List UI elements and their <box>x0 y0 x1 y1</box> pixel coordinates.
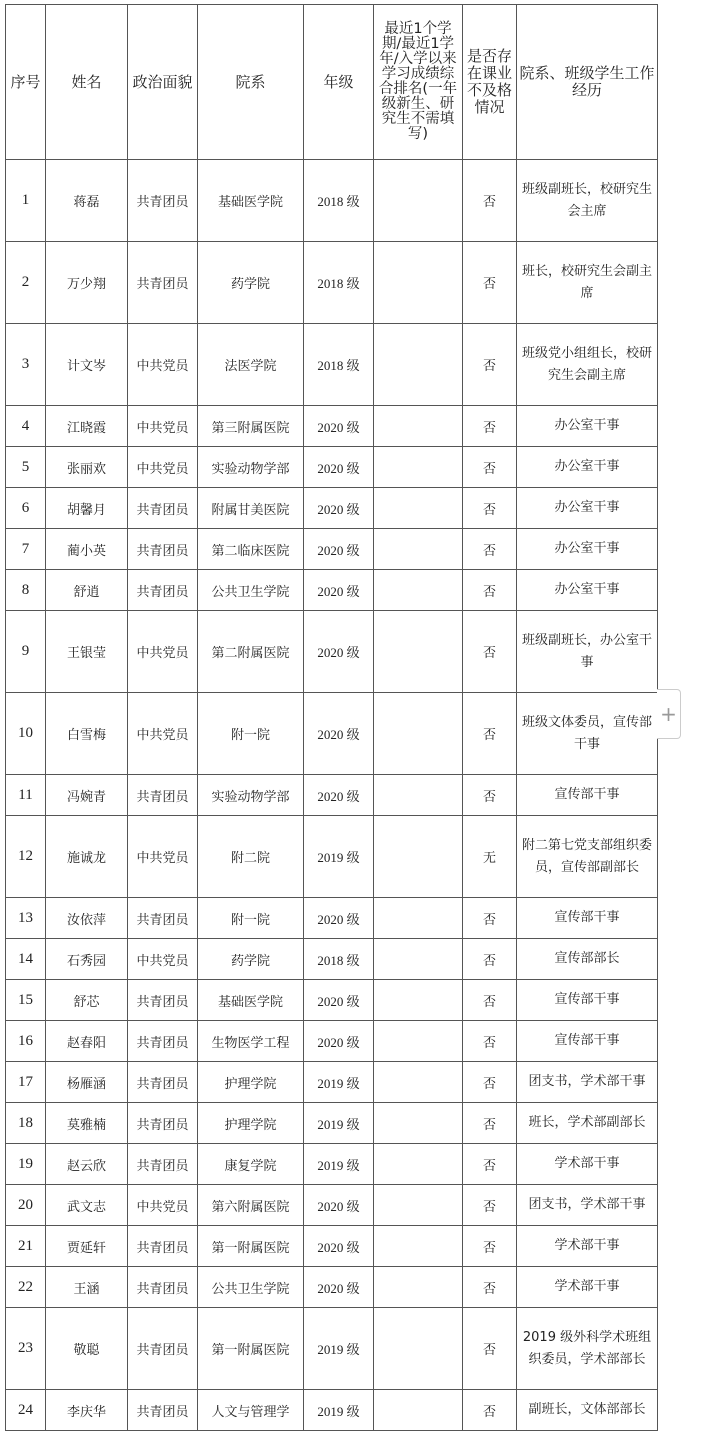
cell-rank <box>374 1185 463 1226</box>
table-row <box>6 570 658 611</box>
cell-grade: 2020 级 <box>304 775 374 816</box>
cell-fail: 否 <box>463 406 517 447</box>
cell-rank <box>374 1062 463 1103</box>
cell-political: 共青团员 <box>128 1226 198 1267</box>
cell-dept: 护理学院 <box>198 1103 304 1144</box>
cell-rank <box>374 447 463 488</box>
cell-no: 8 <box>6 570 46 611</box>
cell-no: 15 <box>6 980 46 1021</box>
cell-exp: 附二第七党支部组织委员，宣传部副部长 <box>517 816 658 898</box>
cell-dept: 基础医学院 <box>198 980 304 1021</box>
cell-exp: 班长，校研究生会副主席 <box>517 242 658 324</box>
cell-exp: 宣传部干事 <box>517 1021 658 1062</box>
cell-grade: 2020 级 <box>304 611 374 693</box>
cell-dept: 第二临床医院 <box>198 529 304 570</box>
header-row <box>6 5 658 160</box>
table-row <box>6 693 658 775</box>
cell-exp: 班长，学术部副部长 <box>517 1103 658 1144</box>
cell-exp: 办公室干事 <box>517 406 658 447</box>
cell-political: 共青团员 <box>128 1103 198 1144</box>
header-cell: 序号 <box>6 5 46 160</box>
cell-name: 蒋磊 <box>46 160 128 242</box>
cell-fail: 否 <box>463 775 517 816</box>
cell-fail: 否 <box>463 693 517 775</box>
cell-exp: 学术部干事 <box>517 1226 658 1267</box>
cell-no: 20 <box>6 1185 46 1226</box>
table-row <box>6 324 658 406</box>
cell-name: 汝依萍 <box>46 898 128 939</box>
cell-dept: 公共卫生学院 <box>198 1267 304 1308</box>
cell-dept: 基础医学院 <box>198 160 304 242</box>
cell-rank <box>374 898 463 939</box>
cell-dept: 康复学院 <box>198 1144 304 1185</box>
cell-political: 共青团员 <box>128 570 198 611</box>
cell-fail: 否 <box>463 160 517 242</box>
cell-political: 中共党员 <box>128 693 198 775</box>
cell-grade: 2020 级 <box>304 1226 374 1267</box>
cell-grade: 2020 级 <box>304 488 374 529</box>
cell-no: 2 <box>6 242 46 324</box>
cell-dept: 附属甘美医院 <box>198 488 304 529</box>
cell-no: 16 <box>6 1021 46 1062</box>
cell-dept: 实验动物学部 <box>198 447 304 488</box>
cell-no: 21 <box>6 1226 46 1267</box>
table-row <box>6 529 658 570</box>
cell-rank <box>374 1226 463 1267</box>
cell-exp: 班级副班长，校研究生会主席 <box>517 160 658 242</box>
header-cell: 政治面貌 <box>128 5 198 160</box>
cell-no: 22 <box>6 1267 46 1308</box>
cell-no: 6 <box>6 488 46 529</box>
table-row <box>6 1144 658 1185</box>
cell-political: 共青团员 <box>128 488 198 529</box>
cell-grade: 2020 级 <box>304 1021 374 1062</box>
cell-dept: 药学院 <box>198 939 304 980</box>
header-cell: 院系 <box>198 5 304 160</box>
cell-fail: 否 <box>463 939 517 980</box>
cell-rank <box>374 980 463 1021</box>
cell-name: 李庆华 <box>46 1390 128 1431</box>
cell-rank <box>374 160 463 242</box>
cell-no: 9 <box>6 611 46 693</box>
header-cell: 最近1个学期/最近1学年/入学以来学习成绩综合排名(一年级新生、研究生不需填写) <box>374 5 463 160</box>
cell-grade: 2020 级 <box>304 570 374 611</box>
cell-exp: 办公室干事 <box>517 529 658 570</box>
cell-dept: 法医学院 <box>198 324 304 406</box>
table-row <box>6 775 658 816</box>
cell-exp: 班级副班长，办公室干事 <box>517 611 658 693</box>
table-row <box>6 1021 658 1062</box>
cell-name: 张丽欢 <box>46 447 128 488</box>
cell-dept: 附二院 <box>198 816 304 898</box>
table-row <box>6 1185 658 1226</box>
cell-fail: 否 <box>463 1103 517 1144</box>
cell-no: 4 <box>6 406 46 447</box>
cell-fail: 否 <box>463 898 517 939</box>
cell-name: 石秀园 <box>46 939 128 980</box>
cell-political: 共青团员 <box>128 898 198 939</box>
cell-exp: 团支书，学术部干事 <box>517 1062 658 1103</box>
student-table <box>5 4 658 1431</box>
cell-dept: 人文与管理学 <box>198 1390 304 1431</box>
cell-dept: 生物医学工程 <box>198 1021 304 1062</box>
table-row <box>6 1062 658 1103</box>
cell-fail: 否 <box>463 1308 517 1390</box>
table-row <box>6 160 658 242</box>
table-row <box>6 611 658 693</box>
cell-fail: 否 <box>463 611 517 693</box>
cell-exp: 宣传部干事 <box>517 775 658 816</box>
cell-name: 武文志 <box>46 1185 128 1226</box>
cell-fail: 否 <box>463 1021 517 1062</box>
cell-name: 赵云欣 <box>46 1144 128 1185</box>
cell-exp: 副班长，文体部部长 <box>517 1390 658 1431</box>
cell-no: 11 <box>6 775 46 816</box>
cell-rank <box>374 324 463 406</box>
table-row <box>6 980 658 1021</box>
cell-name: 王银莹 <box>46 611 128 693</box>
cell-political: 中共党员 <box>128 406 198 447</box>
table-row <box>6 816 658 898</box>
cell-political: 中共党员 <box>128 939 198 980</box>
header-cell: 是否存在课业不及格情况 <box>463 5 517 160</box>
cell-fail: 否 <box>463 488 517 529</box>
cell-dept: 公共卫生学院 <box>198 570 304 611</box>
cell-fail: 否 <box>463 1185 517 1226</box>
cell-grade: 2019 级 <box>304 1308 374 1390</box>
cell-grade: 2018 级 <box>304 324 374 406</box>
cell-name: 白雪梅 <box>46 693 128 775</box>
cell-name: 万少翔 <box>46 242 128 324</box>
cell-political: 共青团员 <box>128 1021 198 1062</box>
cell-political: 共青团员 <box>128 1308 198 1390</box>
cell-grade: 2020 级 <box>304 693 374 775</box>
cell-political: 共青团员 <box>128 1144 198 1185</box>
cell-no: 14 <box>6 939 46 980</box>
cell-no: 3 <box>6 324 46 406</box>
cell-name: 敬聪 <box>46 1308 128 1390</box>
cell-dept: 附一院 <box>198 693 304 775</box>
header-cell: 年级 <box>304 5 374 160</box>
cell-no: 18 <box>6 1103 46 1144</box>
cell-rank <box>374 406 463 447</box>
cell-grade: 2018 级 <box>304 939 374 980</box>
cell-rank <box>374 816 463 898</box>
cell-name: 莫雅楠 <box>46 1103 128 1144</box>
table-row <box>6 1267 658 1308</box>
cell-fail: 否 <box>463 1226 517 1267</box>
cell-fail: 否 <box>463 1144 517 1185</box>
cell-name: 舒逍 <box>46 570 128 611</box>
table-row <box>6 898 658 939</box>
cell-political: 共青团员 <box>128 1062 198 1103</box>
cell-fail: 否 <box>463 1390 517 1431</box>
cell-name: 胡馨月 <box>46 488 128 529</box>
cell-rank <box>374 1390 463 1431</box>
cell-exp: 2019 级外科学术班组织委员，学术部部长 <box>517 1308 658 1390</box>
cell-rank <box>374 939 463 980</box>
cell-name: 计文岑 <box>46 324 128 406</box>
cell-fail: 否 <box>463 242 517 324</box>
cell-dept: 药学院 <box>198 242 304 324</box>
cell-rank <box>374 693 463 775</box>
cell-no: 7 <box>6 529 46 570</box>
cell-grade: 2018 级 <box>304 242 374 324</box>
cell-no: 5 <box>6 447 46 488</box>
cell-grade: 2020 级 <box>304 447 374 488</box>
cell-name: 贾延轩 <box>46 1226 128 1267</box>
cell-political: 中共党员 <box>128 324 198 406</box>
cell-rank <box>374 611 463 693</box>
cell-grade: 2019 级 <box>304 1390 374 1431</box>
cell-grade: 2019 级 <box>304 816 374 898</box>
cell-grade: 2018 级 <box>304 160 374 242</box>
cell-grade: 2019 级 <box>304 1144 374 1185</box>
table-row <box>6 1103 658 1144</box>
cell-political: 共青团员 <box>128 1267 198 1308</box>
cell-dept: 第六附属医院 <box>198 1185 304 1226</box>
table-body <box>6 160 658 1431</box>
cell-dept: 护理学院 <box>198 1062 304 1103</box>
cell-grade: 2020 级 <box>304 1267 374 1308</box>
table-row <box>6 242 658 324</box>
cell-political: 共青团员 <box>128 1390 198 1431</box>
cell-no: 23 <box>6 1308 46 1390</box>
cell-no: 10 <box>6 693 46 775</box>
cell-rank <box>374 242 463 324</box>
cell-name: 王涵 <box>46 1267 128 1308</box>
cell-exp: 宣传部干事 <box>517 980 658 1021</box>
cell-name: 冯婉青 <box>46 775 128 816</box>
cell-political: 中共党员 <box>128 447 198 488</box>
cell-fail: 否 <box>463 980 517 1021</box>
cell-fail: 否 <box>463 529 517 570</box>
cell-political: 共青团员 <box>128 980 198 1021</box>
cell-no: 13 <box>6 898 46 939</box>
cell-name: 赵春阳 <box>46 1021 128 1062</box>
cell-grade: 2020 级 <box>304 406 374 447</box>
cell-fail: 否 <box>463 447 517 488</box>
cell-fail: 否 <box>463 570 517 611</box>
cell-grade: 2019 级 <box>304 1103 374 1144</box>
header-cell: 院系、班级学生工作经历 <box>517 5 658 160</box>
cell-rank <box>374 775 463 816</box>
cell-dept: 附一院 <box>198 898 304 939</box>
cell-grade: 2019 级 <box>304 1062 374 1103</box>
cell-no: 1 <box>6 160 46 242</box>
cell-grade: 2020 级 <box>304 529 374 570</box>
cell-fail: 否 <box>463 1062 517 1103</box>
cell-fail: 否 <box>463 324 517 406</box>
cell-no: 19 <box>6 1144 46 1185</box>
table-row <box>6 488 658 529</box>
cell-no: 12 <box>6 816 46 898</box>
cell-political: 共青团员 <box>128 242 198 324</box>
cell-rank <box>374 1308 463 1390</box>
header-cell: 姓名 <box>46 5 128 160</box>
table-row <box>6 447 658 488</box>
cell-rank <box>374 1144 463 1185</box>
cell-exp: 学术部干事 <box>517 1144 658 1185</box>
cell-exp: 办公室干事 <box>517 488 658 529</box>
cell-rank <box>374 529 463 570</box>
cell-rank <box>374 1103 463 1144</box>
cell-name: 舒芯 <box>46 980 128 1021</box>
cell-political: 中共党员 <box>128 816 198 898</box>
cell-fail: 无 <box>463 816 517 898</box>
cell-rank <box>374 570 463 611</box>
cell-no: 24 <box>6 1390 46 1431</box>
cell-grade: 2020 级 <box>304 898 374 939</box>
cell-exp: 办公室干事 <box>517 447 658 488</box>
cell-dept: 第一附属医院 <box>198 1226 304 1267</box>
cell-name: 杨雁涵 <box>46 1062 128 1103</box>
cell-exp: 班级文体委员，宣传部干事 <box>517 693 658 775</box>
cell-rank <box>374 1267 463 1308</box>
cell-political: 中共党员 <box>128 611 198 693</box>
cell-exp: 班级党小组组长，校研究生会副主席 <box>517 324 658 406</box>
table-row <box>6 406 658 447</box>
table-row <box>6 1308 658 1390</box>
cell-rank <box>374 488 463 529</box>
cell-fail: 否 <box>463 1267 517 1308</box>
cell-name: 施诚龙 <box>46 816 128 898</box>
cell-dept: 第三附属医院 <box>198 406 304 447</box>
table-row <box>6 1390 658 1431</box>
cell-exp: 学术部干事 <box>517 1267 658 1308</box>
cell-dept: 第一附属医院 <box>198 1308 304 1390</box>
cell-exp: 宣传部部长 <box>517 939 658 980</box>
cell-name: 江晓霞 <box>46 406 128 447</box>
cell-grade: 2020 级 <box>304 1185 374 1226</box>
cell-political: 共青团员 <box>128 160 198 242</box>
cell-name: 蔺小英 <box>46 529 128 570</box>
table-row <box>6 1226 658 1267</box>
cell-rank <box>374 1021 463 1062</box>
cell-exp: 团支书，学术部干事 <box>517 1185 658 1226</box>
cell-dept: 第二附属医院 <box>198 611 304 693</box>
expand-button[interactable] <box>657 689 681 739</box>
cell-political: 共青团员 <box>128 529 198 570</box>
cell-political: 共青团员 <box>128 775 198 816</box>
cell-political: 中共党员 <box>128 1185 198 1226</box>
cell-exp: 办公室干事 <box>517 570 658 611</box>
cell-grade: 2020 级 <box>304 980 374 1021</box>
table-row <box>6 939 658 980</box>
plus-icon: + <box>660 702 677 726</box>
cell-exp: 宣传部干事 <box>517 898 658 939</box>
cell-no: 17 <box>6 1062 46 1103</box>
cell-dept: 实验动物学部 <box>198 775 304 816</box>
